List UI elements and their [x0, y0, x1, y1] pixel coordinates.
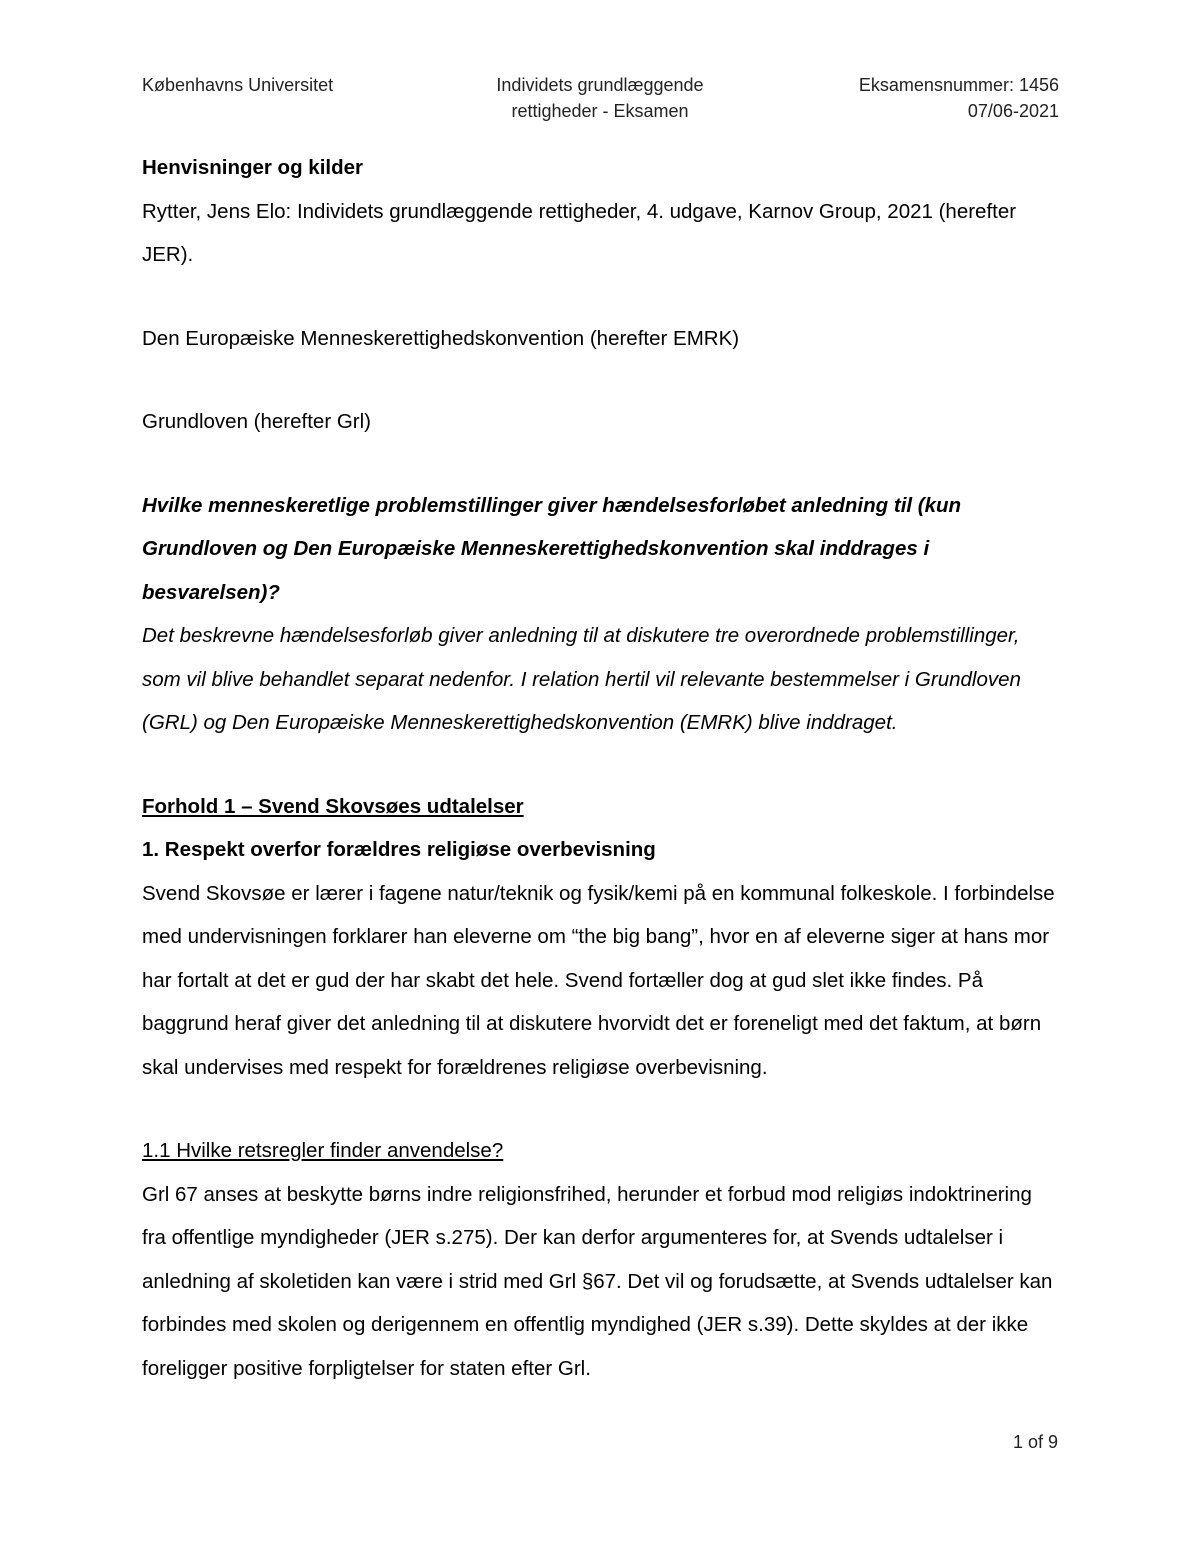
section11-title: 1.1 Hvilke retsregler finder anvendelse?: [142, 1139, 504, 1162]
section1-subtitle: 1. Respekt overfor forældres religiøse overbevisning: [142, 838, 656, 861]
header-date: 07/06-2021: [967, 101, 1059, 121]
spacer: [142, 277, 1060, 317]
question-answer: Det beskrevne hændelsesforløb giver anledning til at diskutere tre overordnede problemstillinger, som vil blive behandlet separat nedenfor. I relation hertil vil relevante bestemmelser i Grundloven (GRL) og Den Europæiske Menneskerettighedskonvention (EMRK) blive inddraget.: [142, 624, 1021, 734]
header-exam-info: [859, 72, 1059, 124]
header-course-line1: Individets grundlæggende: [496, 75, 704, 95]
reference-grl: Grundloven (herefter Grl): [142, 410, 372, 433]
page-number: 1 of 9: [1012, 1432, 1058, 1452]
spacer: [142, 444, 1060, 484]
reference-emrk: Den Europæiske Menneskerettighedskonvention (herefter EMRK): [142, 326, 740, 350]
section1-title: Forhold 1 – Svend Skovsøes udtalelser: [142, 794, 524, 818]
references-heading: Henvisninger og kilder: [142, 156, 363, 179]
question-heading: Hvilke menneskeretlige problemstillinger giver hændelsesforløbet anledning til (kun Grundloven og Den Europæiske Menneskerettighedskonvention skal inddrages i besvarelsen)?: [142, 493, 962, 604]
document-body: [142, 146, 1060, 1390]
header-exam-number: Eksamensnummer: 1456: [858, 75, 1059, 95]
section1-body: Svend Skovsøe er lærer i fagene natur/teknik og fysik/kemi på en kommunal folkeskole. I forbindelse med undervisningen forklarer han eleverne om “the big bang”, hvor en af eleverne siger at hans mor har fortalt at det er gud der har skabt det hele. Svend fortæller dog at gud slet ikke findes. På baggrund heraf giver det anledning til at diskutere hvorvidt det er foreneligt med det faktum, at børn skal undervises med respekt for forældrenes religiøse overbevisning.: [142, 881, 1055, 1079]
reference-jer: Rytter, Jens Elo: Individets grundlæggende rettigheder, 4. udgave, Karnov Group, 2021 (herefter JER).: [142, 199, 1017, 266]
spacer: [142, 360, 1060, 400]
spacer: [142, 1089, 1060, 1129]
header-course: [420, 72, 780, 124]
header-course-line2: rettigheder - Eksamen: [511, 101, 689, 121]
header-university: Københavns Universitet: [142, 75, 334, 95]
section11-body: Grl 67 anses at beskytte børns indre religionsfrihed, herunder et forbud mod religiøs indoktrinering fra offentlige myndigheder (JER s.275). Der kan derfor argumenteres for, at Svends udtalelser i anledning af skoletiden kan være i strid med Grl §67. Det vil og forudsætte, at Svends udtalelser kan forbindes med skolen og derigennem en offentlig myndighed (JER s.39). Dette skyldes at der ikke foreligger positive forpligtelser for staten efter Grl.: [142, 1182, 1053, 1380]
spacer: [142, 745, 1060, 785]
